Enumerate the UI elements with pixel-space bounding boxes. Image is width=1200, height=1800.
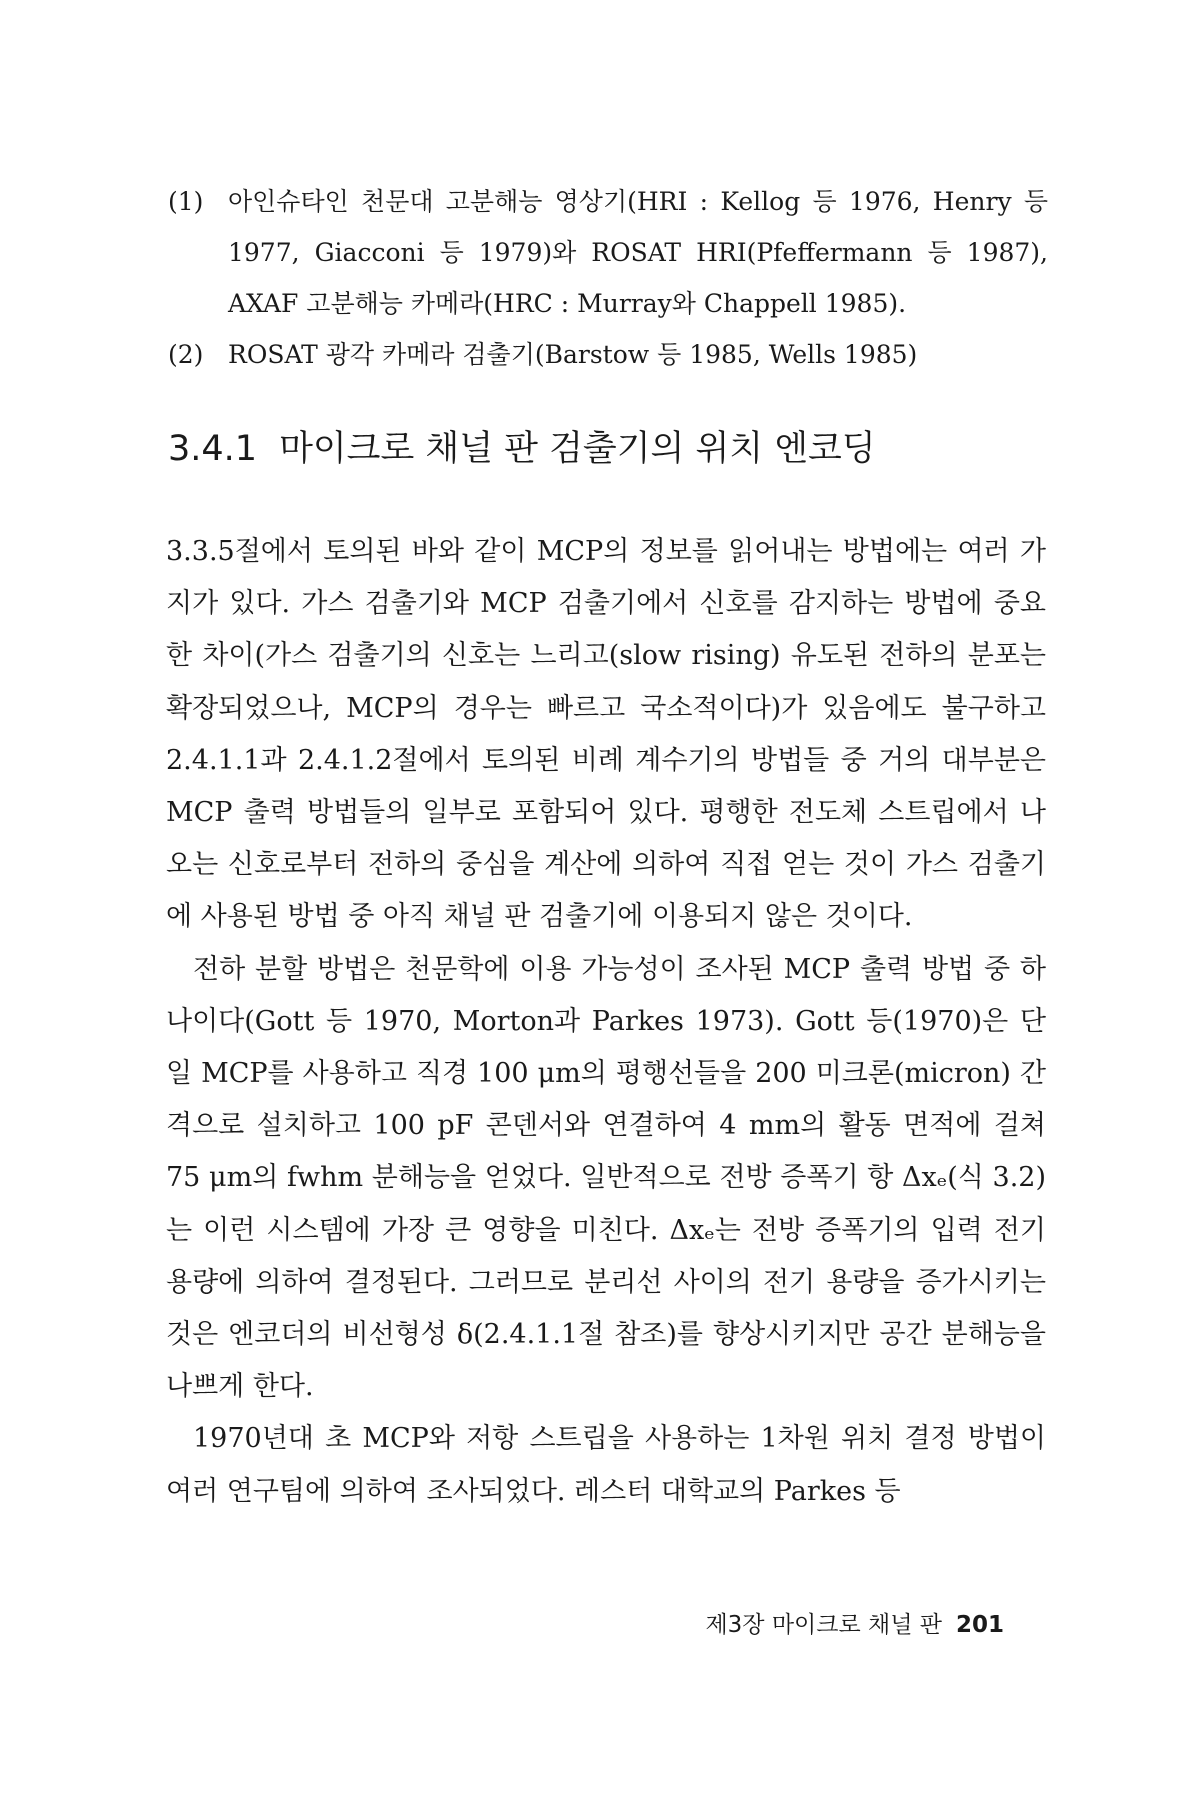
reference-item <box>168 329 1048 380</box>
paragraph: 전하 분할 방법은 천문학에 이용 가능성이 조사된 MCP 출력 방법 중 하나이다(Gott 등 1970, Morton과 Parkes 1973). Gott 등(1970)은 단일 MCP를 사용하고 직경 100 μm의 평행선들을 200 미크론(micron) 간격으로 설치하고 100 pF 콘덴서와 연결하여 4 mm의 활동 면적에 걸쳐 75 μm의 fwhm 분해능을 얻었다. 일반적으로 전방 증폭기 항 Δxₑ(식 3.2)는 이런 시스템에 가장 큰 영향을 미친다. Δxₑ는 전방 증폭기의 입력 전기 용량에 의하여 결정된다. 그러므로 분리선 사이의 전기 용량을 증가시키는 것은 엔코더의 비선형성 δ(2.4.1.1절 참조)를 향상시키지만 공간 분해능을 나쁘게 한다. <box>166 953 1046 1403</box>
section-heading <box>168 424 1048 474</box>
paragraph: 3.3.5절에서 토의된 바와 같이 MCP의 정보를 읽어내는 방법에는 여러 가지가 있다. 가스 검출기와 MCP 검출기에서 신호를 감지하는 방법에 중요한 차이(가스 검출기의 신호는 느리고(slow rising) 유도된 전하의 분포는 확장되었으나, MCP의 경우는 빠르고 국소적이다)가 있음에도 불구하고 2.4.1.1과 2.4.1.2절에서 토의된 비례 계수기의 방법들 중 거의 대부분은 MCP 출력 방법들의 일부로 포함되어 있다. 평행한 전도체 스트립에서 나오는 신호로부터 전하의 중심을 계산에 의하여 직접 얻는 것이 가스 검출기에 사용된 방법 중 아직 채널 판 검출기에 이용되지 않은 것이다. <box>166 536 1046 933</box>
reference-item <box>168 176 1048 329</box>
list-marker: (1) <box>168 187 204 216</box>
reference-text: 아인슈타인 천문대 고분해능 영상기(HRI : Kellog 등 1976, Henry 등 1977, Giacconi 등 1979)와 ROSAT HRI(Pfeffermann 등 1987), AXAF 고분해능 카메라(HRC : Murray와 Chappell 1985). <box>228 187 1048 318</box>
reference-list <box>168 176 1048 380</box>
page-footer <box>705 1608 1004 1642</box>
section-number: 3.4.1 <box>168 429 258 469</box>
body-text <box>166 526 1046 1518</box>
reference-text: ROSAT 광각 카메라 검출기(Barstow 등 1985, Wells 1985) <box>228 340 918 369</box>
running-title: 제3장 마이크로 채널 판 <box>705 1612 942 1638</box>
page-number: 201 <box>955 1612 1004 1638</box>
list-marker: (2) <box>168 340 204 369</box>
paragraph: 1970년대 초 MCP와 저항 스트립을 사용하는 1차원 위치 결정 방법이 여러 연구팀에 의하여 조사되었다. 레스터 대학교의 Parkes 등 <box>166 1423 1046 1507</box>
section-title: 마이크로 채널 판 검출기의 위치 엔코딩 <box>279 429 876 469</box>
